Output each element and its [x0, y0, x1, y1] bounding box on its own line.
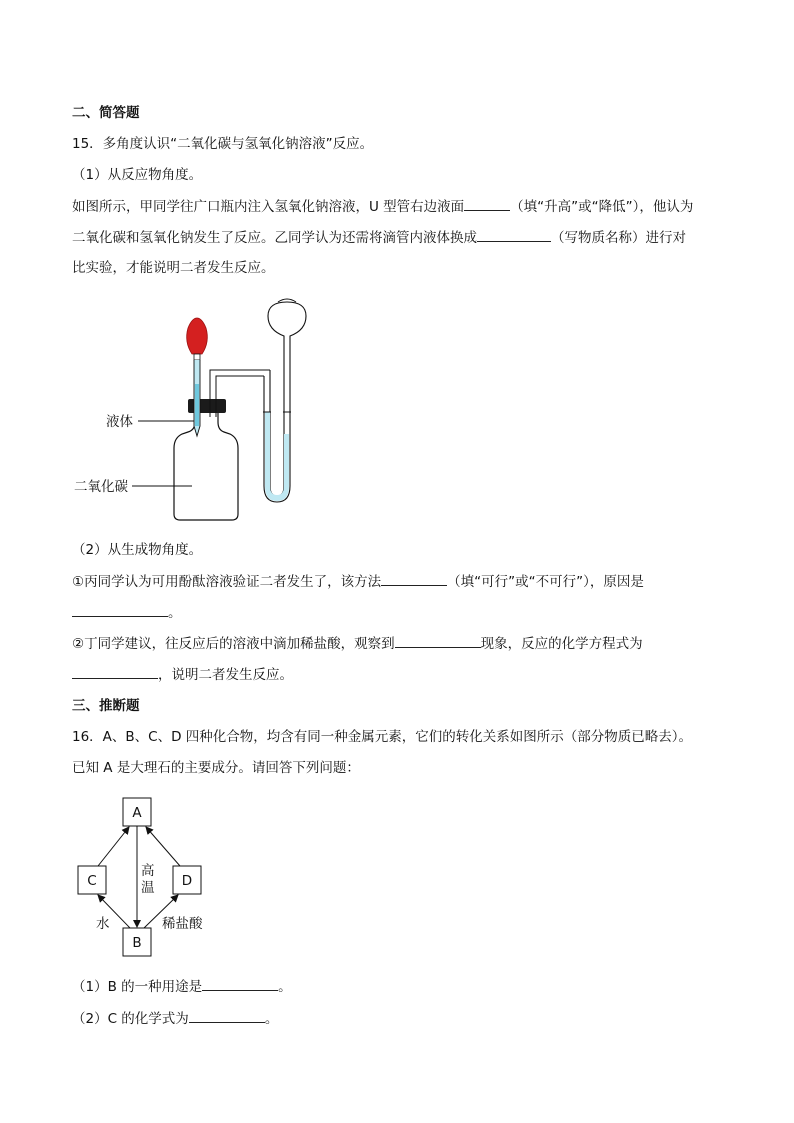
question-15-title: 15．多角度认识“二氧化碳与氢氧化钠溶液”反应。: [72, 136, 374, 152]
answer-blank-phenomenon[interactable]: [395, 633, 481, 648]
label-a: A: [132, 805, 142, 821]
question-15-sub2-line1: [72, 633, 643, 654]
u-tube-bulb: [268, 302, 306, 354]
label-water: 水: [96, 916, 110, 932]
question-16-sub1: [72, 976, 292, 997]
question-15-part1-label: （1）从反应物角度。: [72, 167, 203, 183]
answer-blank-equation[interactable]: [72, 664, 158, 679]
dropper-liquid: [195, 384, 199, 426]
answer-blank-reason[interactable]: [72, 602, 168, 617]
wide-mouth-bottle: [174, 410, 238, 520]
label-b: B: [132, 935, 142, 951]
text-segment: 。: [264, 1011, 279, 1027]
question-15-sub1-line1: [72, 571, 644, 592]
text-segment: （写物质名称）进行对: [551, 230, 686, 246]
conversion-diagram: [70, 792, 230, 962]
question-15-part2-label: （2）从生成物角度。: [72, 542, 203, 558]
question-15-sub2-line2: [72, 664, 293, 685]
text-segment: ，说明二者发生反应。: [158, 667, 293, 683]
label-high: 高: [141, 863, 155, 879]
question-16-line1: 16．A、B、C、D 四种化合物，均含有同一种金属元素，它们的转化关系如图所示（部分物质已略去）。: [72, 729, 693, 745]
answer-blank-substance-name[interactable]: [477, 227, 551, 242]
u-tube-liquid: [265, 412, 289, 501]
label-temp: 温: [141, 880, 155, 896]
question-15-para-line1: [72, 196, 693, 217]
answer-blank-b-use[interactable]: [202, 976, 278, 991]
question-16-line2: 已知 A 是大理石的主要成分。请回答下列问题：: [72, 760, 360, 776]
section-heading-inference: 三、推断题: [72, 698, 140, 714]
question-15-sub1-line2: [72, 602, 182, 623]
text-segment: （2）C 的化学式为: [72, 1011, 189, 1027]
text-segment: 。: [168, 605, 182, 621]
u-tube-outer: [270, 354, 284, 496]
co2-label: 二氧化碳: [74, 479, 128, 495]
text-segment: ②丁同学建议，往反应后的溶液中滴加稀盐酸，观察到: [72, 636, 395, 652]
arrow-d-to-a: [146, 827, 180, 866]
question-15-para-line2: [72, 227, 686, 248]
text-segment: ①丙同学认为可用酚酞溶液验证二者发生了，该方法: [72, 574, 382, 590]
text-segment: 如图所示，甲同学往广口瓶内注入氢氧化钠溶液，U 型管右边液面: [72, 199, 465, 215]
apparatus-figure: [70, 292, 330, 526]
text-segment: （填“可行”或“不可行”），原因是: [447, 574, 644, 590]
dropper-neck: [194, 354, 200, 360]
question-15-para-line3: 比实验，才能说明二者发生反应。: [72, 260, 275, 276]
question-16-sub2: [72, 1008, 278, 1029]
answer-blank-c-formula[interactable]: [189, 1008, 265, 1023]
text-segment: （填“升高”或“降低”），他认为: [510, 199, 694, 215]
label-d: D: [181, 873, 193, 889]
text-segment: 。: [278, 979, 292, 995]
text-segment: 二氧化碳和氢氧化钠发生了反应。乙同学认为还需将滴管内液体换成: [72, 230, 477, 246]
answer-blank-feasible[interactable]: [381, 571, 447, 586]
section-heading-short-answer: 二、简答题: [72, 105, 140, 121]
dropper-bulb: [187, 318, 208, 354]
label-dilute-hcl: 稀盐酸: [162, 916, 203, 932]
answer-blank-liquid-level[interactable]: [464, 196, 510, 211]
text-segment: 现象，反应的化学方程式为: [480, 636, 643, 652]
text-segment: （1）B 的一种用途是: [72, 979, 203, 995]
liquid-label: 液体: [106, 414, 133, 430]
label-c: C: [87, 873, 97, 889]
arrow-c-to-a: [98, 827, 129, 866]
